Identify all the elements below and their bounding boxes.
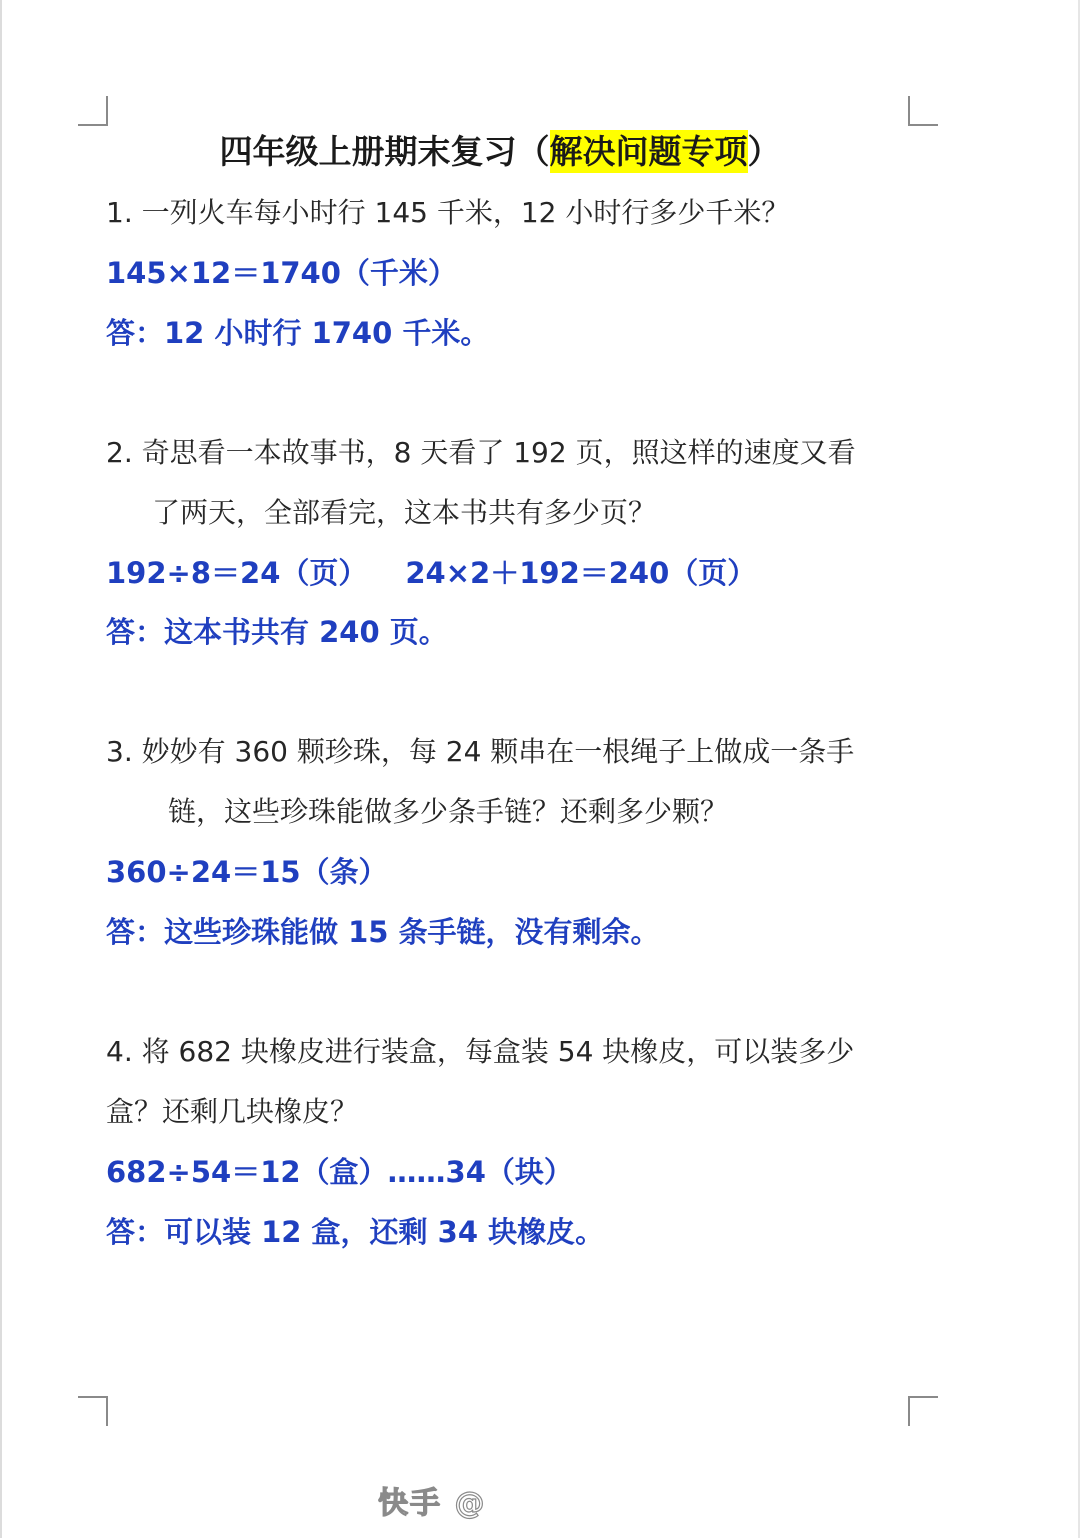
page-title <box>0 126 1000 173</box>
problem-1-answer: 答：12 小时行 1740 千米。 <box>106 316 490 350</box>
problem-4-question-line-2: 盒？还剩几块橡皮？ <box>106 1095 359 1128</box>
problem-4-question-line-1: 4. 将 682 块橡皮进行装盒，每盒装 54 块橡皮，可以装多少 <box>106 1035 855 1068</box>
problem-2-question-line-1: 2. 奇思看一本故事书，8 天看了 192 页，照这样的速度又看 <box>106 436 856 469</box>
problem-3-solution: 360÷24＝15（条） <box>106 855 388 889</box>
problem-2-answer: 答：这本书共有 240 页。 <box>106 615 448 649</box>
problem-2-solution-step-2: 24×2＋192＝240（页） <box>405 556 757 590</box>
problem-2-solution <box>106 553 756 593</box>
watermark: 快手 @ <box>378 1486 487 1521</box>
problem-3-question-line-2: 链，这些珍珠能做多少条手链？还剩多少颗？ <box>168 795 729 828</box>
problem-4-solution: 682÷54＝12（盒）……34（块） <box>106 1155 573 1189</box>
problem-3-answer: 答：这些珍珠能做 15 条手链，没有剩余。 <box>106 915 660 949</box>
crop-mark-bottom-right <box>908 1396 938 1426</box>
problem-3-question-line-1: 3. 妙妙有 360 颗珍珠，每 24 颗串在一根绳子上做成一条手 <box>106 735 855 768</box>
problem-1-question: 1. 一列火车每小时行 145 千米，12 小时行多少千米？ <box>106 196 790 229</box>
crop-mark-bottom-left <box>78 1396 108 1426</box>
problem-2-solution-step-1: 192÷8＝24（页） <box>106 556 368 590</box>
crop-mark-top-right <box>908 96 938 126</box>
problem-4-answer: 答：可以装 12 盒，还剩 34 块橡皮。 <box>106 1215 605 1249</box>
problem-2-question-line-2: 了两天，全部看完，这本书共有多少页？ <box>152 496 657 529</box>
crop-mark-top-left <box>78 96 108 126</box>
title-suffix: ） <box>747 132 781 171</box>
page-edge-left <box>0 0 2 1538</box>
title-highlight: 解决问题专项 <box>549 132 748 171</box>
problem-1-solution: 145×12＝1740（千米） <box>106 256 457 290</box>
title-prefix: 四年级上册期末复习（ <box>219 132 550 171</box>
